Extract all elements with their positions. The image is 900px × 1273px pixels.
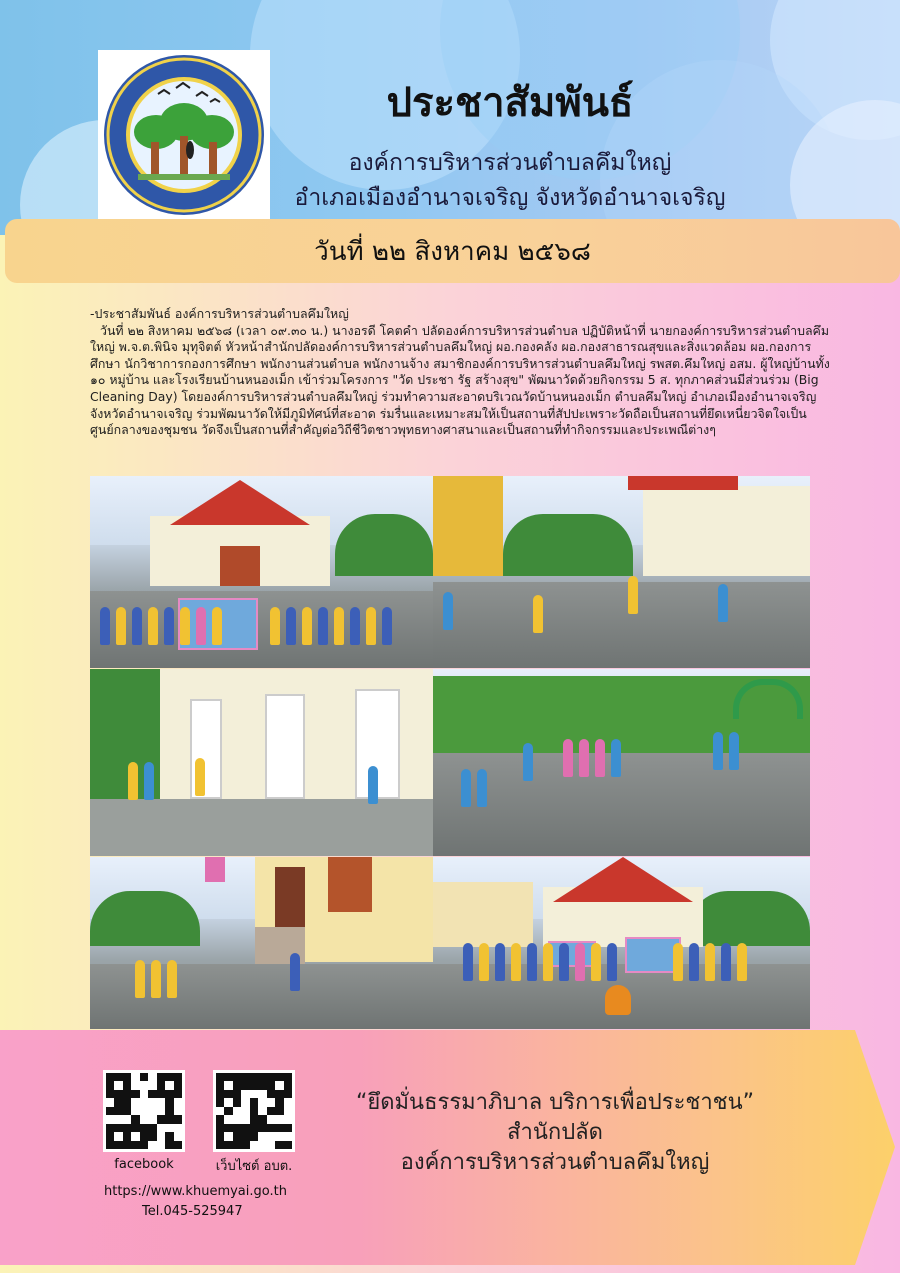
office-name: สำนักปลัด [507,1120,603,1145]
website-url[interactable]: https://www.khuemyai.go.th [104,1184,287,1199]
photo-temple-steps [90,857,433,1029]
photo-workers-sweeping [433,669,810,856]
photo-restroom-cleaning [90,669,433,856]
org-location: อำเภอเมืองอำนาจเจริญ จังหวัดอำนาจเจริญ [294,185,726,211]
photo-sweeping-courtyard [433,476,810,668]
facebook-qr-label: facebook [114,1157,174,1172]
website-qr-label: เว็บไซต์ อบต. [215,1159,293,1174]
article-paragraph: วันที่ ๒๒ สิงหาคม ๒๕๖๘ (เวลา ๐๙.๓๐ น.) นางอรดี โคตคำ ปลัดองค์การบริหารส่วนตำบล ปฏิบัติหน้าที่ นายกองค์การบริหารส่วนตำบลคึมใหญ่ พ.จ.ต.พินิจ มุทุจิตต์ หัวหน้าสำนักปลัดองค์การบริหารส่วนตำบลคึมใหญ่ ผอ.กองคลัง ผอ.กองสาธารณสุขและสิ่งแวดล้อม ผอ.กองการศึกษา นักวิชาการกองการศึกษา พนักงานส่วนตำบล พนักงานจ้าง สมาชิกองค์การบริหารส่วนตำบลคึมใหญ่ รพสต.คึมใหญ่ อสม. ผู้ใหญ่บ้านทั้ง ๑๐ หมู่บ้าน และโรงเรียนบ้านหนองเม็ก เข้าร่วมโครงการ "วัด ประชา รัฐ สร้างสุข" พัฒนาวัดด้วยกิจกรรม 5 ส. ทุกภาคส่วนมีส่วนร่วม (Big Cleaning Day) โดยองค์การบริหารส่วนตำบลคึมใหญ่ ร่วมทำความสะอาดบริเวณวัดบ้านหนองเม็ก ตำบลคึมใหญ่ อำเภอเมืองอำนาจเจริญ จังหวัดอำนาจเจริญ ร่วมพัฒนาวัดให้มีภูมิทัศน์ที่สะอาด ร่มรื่นและเหมาะสมให้เป็นสถานที่สัปปะเพราะวัดถือเป็นสถานที่ยึดเหนี่ยวจิตใจเป็นศูนย์กลางของชุมชน วัดจึงเป็นสถานที่สำคัญต่อวิถีชีวิตชาวพุทธทางศาสนาและเป็นสถานที่ทำกิจกรรมและประเพณีต่างๆ [90,322,830,438]
photo-group-temple [90,476,433,668]
footer-org-name: องค์การบริหารส่วนตำบลคึมใหญ่ [400,1150,710,1175]
slogan-text: “ยึดมั่นธรรมาภิบาล บริการเพื่อประชาชน” [355,1090,755,1115]
photo-group-monk [433,857,810,1029]
slogan-block [345,1088,765,1178]
facebook-qr-code[interactable] [103,1070,185,1152]
article-body [90,306,840,439]
telephone: Tel.045-525947 [142,1204,243,1219]
date-bar [5,219,900,283]
org-logo [98,50,270,220]
website-qr-code[interactable] [213,1070,295,1152]
article-heading: -ประชาสัมพันธ์ องค์การบริหารส่วนตำบลคึมใหญ่ [90,306,349,321]
org-logo-emblem [98,50,270,220]
page-title: ประชาสัมพันธ์ [386,79,634,126]
date-text: วันที่ ๒๒ สิงหาคม ๒๕๖๘ [314,236,591,267]
org-name: องค์การบริหารส่วนตำบลคึมใหญ่ [348,150,672,176]
